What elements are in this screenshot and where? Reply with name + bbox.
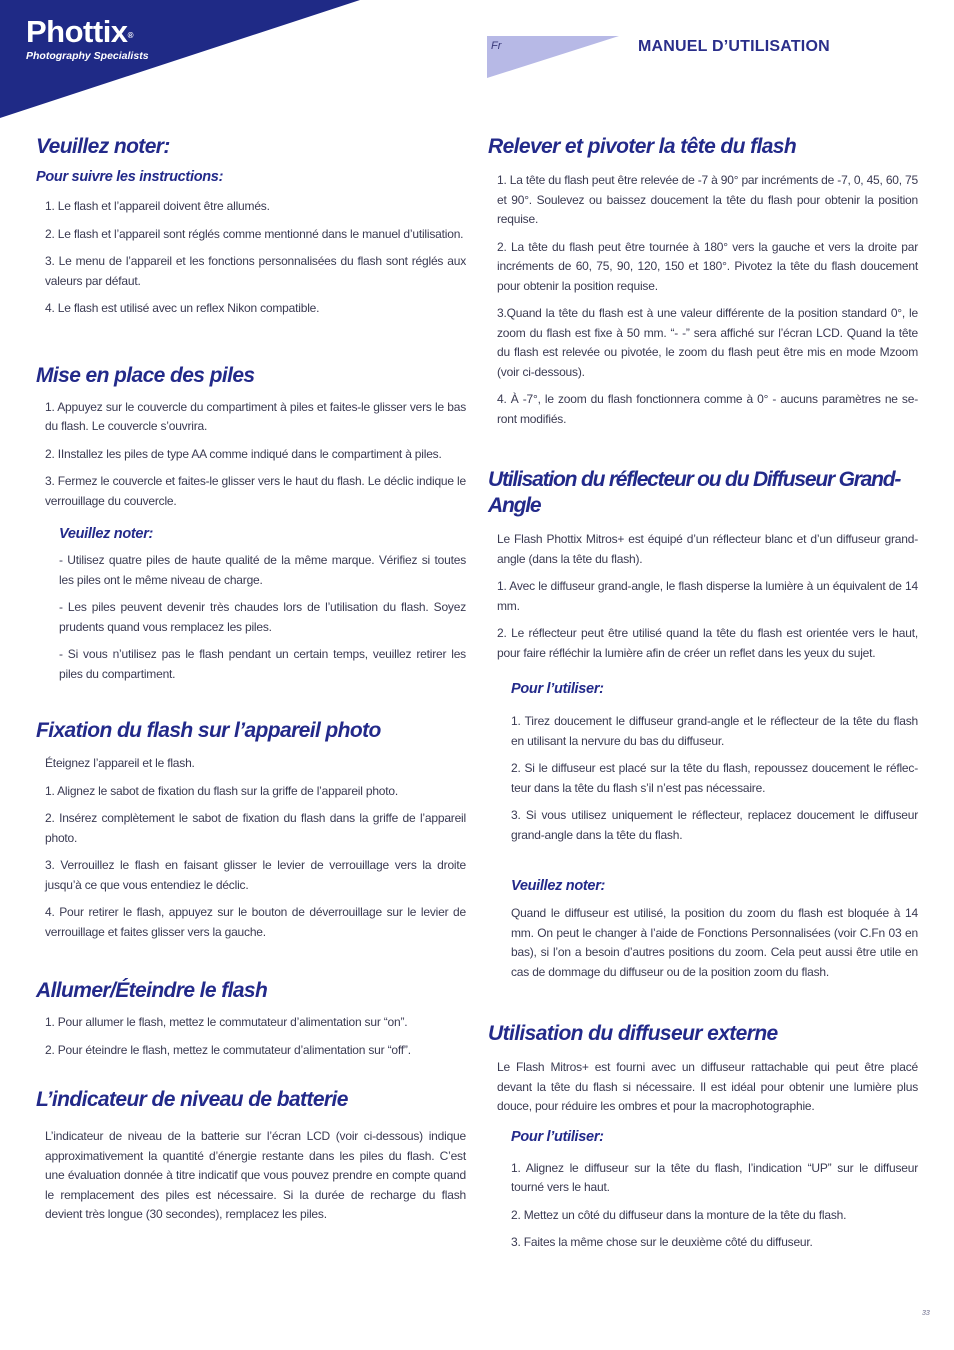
batteries-list bbox=[36, 398, 466, 512]
list-item: - Utilisez quatre piles de haute qualité de la même marque. Vérifiez si toutes les piles ont le même niveau de charge. bbox=[59, 553, 466, 587]
section-title-reflector: Utilisation du réflecteur ou du Diffuseur Grand-Angle bbox=[488, 468, 901, 517]
list-item: 2. Le flash et l’appareil sont réglés comme mentionné dans le manuel d’utilisation. bbox=[45, 226, 464, 241]
left-column bbox=[36, 134, 466, 1225]
phottix-logo bbox=[26, 14, 149, 62]
list-item: 1. La tête du flash peut être relevée de -7 à 90° par incréments de -7, 0, 45, 60, 75 et 90°. Soulevez ou baissez doucement la tête du flash pour obtenir la position requise. bbox=[497, 173, 918, 226]
logo-registered: ® bbox=[127, 31, 133, 40]
reflector-note-text: Quand le diffuseur est utilisé, la position du zoom du flash est bloquée à 14 mm. On peut le changer à l’aide de Fonctions Personnalisées (voir C.Fn 03 en bas), si l’on a besoin d’autres positions du zoom. Cela peut aussi être utile en cas de dommage du diffuseur ou de la position zoom du flash. bbox=[511, 906, 918, 979]
note-list bbox=[36, 197, 466, 319]
list-item: 1. Tirez doucement le diffuseur grand-angle et le réflecteur de la tête du flash en utilisant la nervure du bas du diffuseur. bbox=[511, 714, 918, 748]
list-item: 1. Pour allumer le flash, mettez le commutateur d’alimentation sur “on”. bbox=[45, 1015, 408, 1029]
list-item: 2. Insérez complètement le sabot de fixation du flash dans la griffe de l’appareil photo. bbox=[45, 811, 466, 845]
reflector-intro: Le Flash Phottix Mitros+ est équipé d’un réflecteur blanc et d’un diffuseur grand-angle (dans la tête du flash). bbox=[497, 532, 918, 566]
list-item: 3.Quand la tête du flash est à une valeur différente de la position standard 0°, le zoom du flash est fixe à 50 mm. “- -” sera affiché sur l’écran LCD. Quand la tête du flash est relevée ou pivotée, le zoom du flash peut être mis en mode Mzoom (voir ci-dessous). bbox=[497, 306, 918, 379]
language-tab bbox=[487, 36, 619, 78]
list-item: 3. Le menu de l’appareil et les fonctions personnalisées du flash sont réglés aux valeurs par défaut. bbox=[45, 254, 466, 288]
right-column bbox=[488, 134, 918, 1253]
battery-level-text: L’indicateur de niveau de la batterie sur l’écran LCD (voir ci-dessous) indique approximativement la quantité d’énergie restante dans les piles du flash. C’est une évaluation donnée à titre indicatif que vous pouvez prendre en compte quand le remplacement des piles est nécessaire. Si la durée de recharge du flash devient très longue (30 secondes), remplacez les piles. bbox=[45, 1129, 466, 1221]
list-item: 1. Appuyez sur le couvercle du compartiment à piles et faites-le glisser vers le bas du flash. Le couvercle s’ouvrira. bbox=[45, 399, 466, 433]
list-item: 4. À -7°, le zoom du flash fonctionnera comme à 0° - aucuns paramètres ne se-ront modifiés. bbox=[497, 392, 918, 426]
battery-level-body bbox=[36, 1127, 466, 1225]
section-title-external: Utilisation du diffuseur externe bbox=[488, 1022, 778, 1045]
section-title-battery-level: L’indicateur de niveau de batterie bbox=[36, 1088, 348, 1111]
list-item: 3. Si vous utilisez uniquement le réflecteur, replacez doucement le diffuseur grand-angle dans la tête du flash. bbox=[511, 808, 918, 842]
external-use bbox=[488, 1128, 918, 1253]
language-label: Fr bbox=[491, 40, 502, 52]
list-item: 2. La tête du flash peut être tournée à 180° vers la gauche et vers la droite par incréments de 60, 75, 90, 120, 150 et 180°. Pivotez la tête du flash doucement pour obtenir la position requise. bbox=[497, 239, 918, 293]
section-title-power: Allumer/Éteindre le flash bbox=[36, 979, 268, 1002]
page-number: 33 bbox=[922, 1310, 930, 1317]
section-title-tilt: Relever et pivoter la tête du flash bbox=[488, 135, 797, 158]
note-subtitle: Pour suivre les instructions: bbox=[36, 169, 224, 185]
external-body bbox=[488, 1058, 918, 1117]
list-item: 2. Pour éteindre le flash, mettez le commutateur d’alimentation sur “off”. bbox=[45, 1042, 411, 1057]
reflector-list bbox=[488, 530, 918, 663]
reflector-use-title: Pour l’utiliser: bbox=[511, 681, 604, 697]
list-item: 3. Verrouillez le flash en faisant glisser le levier de verrouillage vers la droite jusqu’à ce que vous entendiez le déclic. bbox=[45, 858, 466, 892]
list-item: 4. Pour retirer le flash, appuyez sur le bouton de déverrouillage sur le levier de verrouillage et faites glisser vers la gauche. bbox=[45, 905, 466, 939]
section-title-mount: Fixation du flash sur l’appareil photo bbox=[36, 719, 381, 742]
list-item: 1. Avec le diffuseur grand-angle, le flash disperse la lumière à un équivalent de 14 mm. bbox=[497, 579, 918, 613]
logo-text: Phottix bbox=[26, 14, 128, 49]
list-item: 3. Fermez le couvercle et faites-le glisser vers le haut du flash. Le déclic indique le verrouillage du couvercle. bbox=[45, 474, 466, 508]
list-item: 3. Faites la même chose sur le deuxième côté du diffuseur. bbox=[511, 1235, 813, 1249]
list-item: 2. Si le diffuseur est placé sur la tête du flash, repoussez doucement le réflec-teur dans la tête du flash s’il n’est pas nécessaire. bbox=[511, 761, 918, 795]
list-item: 2. IInstallez les piles de type AA comme indiqué dans le compartiment à piles. bbox=[45, 446, 442, 461]
mount-list bbox=[36, 754, 466, 942]
mount-intro: Éteignez l’appareil et le flash. bbox=[45, 756, 195, 770]
list-item: 2. Mettez un côté du diffuseur dans la monture de la tête du flash. bbox=[511, 1207, 847, 1222]
logo-tagline: Photography Specialists bbox=[26, 50, 149, 62]
reflector-note-title: Veuillez noter: bbox=[511, 878, 606, 894]
list-item: - Si vous n’utilisez pas le flash pendant un certain temps, veuillez retirer les piles du compartiment. bbox=[59, 647, 466, 681]
list-item: 1. Le flash et l’appareil doivent être allumés. bbox=[45, 199, 270, 213]
power-list bbox=[36, 1013, 466, 1060]
list-item: 4. Le flash est utilisé avec un reflex Nikon compatible. bbox=[45, 301, 320, 315]
external-intro: Le Flash Mitros+ est fourni avec un diffuseur rattachable qui peut être placé devant la tête du flash si nécessaire. Il est idéal pour obtenir une lumière plus douce, pour réduire les ombres et pour la macrophotographie. bbox=[497, 1060, 918, 1113]
tilt-list bbox=[488, 171, 918, 429]
section-title-note: Veuillez noter: bbox=[36, 135, 170, 158]
list-item: - Les piles peuvent devenir très chaudes lors de l’utilisation du flash. Soyez prudents quand vous remplacez les piles. bbox=[59, 600, 466, 634]
list-item: 1. Alignez le sabot de fixation du flash sur la griffe de l’appareil photo. bbox=[45, 783, 399, 798]
external-use-title: Pour l’utiliser: bbox=[511, 1128, 604, 1145]
list-item: 2. Le réflecteur peut être utilisé quand la tête du flash est orientée vers le haut, pour faire réfléchir la lumière afin de créer un reflet dans les yeux du sujet. bbox=[497, 626, 918, 660]
list-item: 1. Alignez le diffuseur sur la tête du flash, l’indication “UP” sur le diffuseur tourné vers le haut. bbox=[511, 1160, 918, 1194]
manual-title: MANUEL D’UTILISATION bbox=[638, 38, 830, 55]
section-title-batteries: Mise en place des piles bbox=[36, 363, 255, 387]
batteries-note bbox=[36, 525, 466, 684]
batteries-note-title: Veuillez noter: bbox=[59, 526, 154, 542]
reflector-use bbox=[488, 680, 918, 982]
